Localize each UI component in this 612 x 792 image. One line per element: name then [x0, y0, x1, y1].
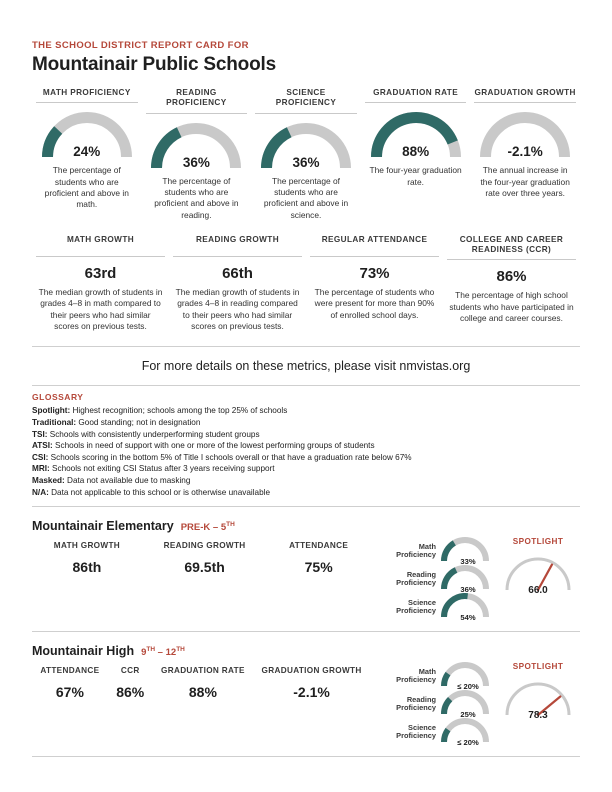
- proficiency-row: [380, 593, 496, 621]
- proficiency-gauge: [440, 718, 496, 746]
- school-stats: [32, 660, 380, 699]
- glossary: [32, 385, 580, 507]
- district-metric: [32, 88, 142, 221]
- proficiency-label: Science Proficiency: [396, 722, 436, 741]
- glossary-term: N/A:: [32, 487, 49, 497]
- designation-label: SPOTLIGHT: [512, 537, 564, 547]
- gauge: [370, 111, 462, 161]
- glossary-item: [32, 417, 580, 429]
- district-metric: [470, 88, 580, 221]
- metric-description: The annual increase in the four-year graduation rate over three years.: [480, 165, 570, 198]
- school-grade-range: PRE-K – 5TH: [180, 521, 235, 534]
- proficiency-row: [380, 662, 496, 690]
- glossary-term: Masked:: [32, 476, 65, 486]
- district-metric: [169, 235, 306, 332]
- proficiency-value: ≤ 20%: [457, 682, 479, 692]
- school-stat: [34, 666, 105, 699]
- proficiency-row: [380, 537, 496, 565]
- metric-description: The median growth of students in grades 4–8 in reading compared to their peers who had similar scores on previous tests.: [175, 286, 300, 331]
- proficiency-value: 25%: [460, 710, 476, 720]
- district-metric: [251, 88, 361, 221]
- metric-value: 73%: [359, 264, 390, 282]
- metric-label: COLLEGE AND CAREER READINESS (CCR): [447, 235, 576, 261]
- stat-value: 86%: [116, 683, 145, 700]
- proficiency-value: 36%: [460, 585, 476, 595]
- score-dial: [503, 552, 573, 598]
- school-body: [32, 535, 580, 621]
- school-name: Mountainair Elementary: [32, 519, 174, 534]
- proficiency-value: 54%: [460, 613, 476, 623]
- district-metric: [32, 235, 169, 332]
- school-grade-range: 9TH – 12TH: [141, 646, 185, 659]
- district-metric: [306, 235, 443, 332]
- stat-label: ATTENDANCE: [289, 541, 349, 551]
- glossary-definition: Data not available due to masking: [64, 476, 191, 486]
- score-dial: [503, 677, 573, 723]
- metric-label: READING PROFICIENCY: [146, 88, 248, 114]
- glossary-item: [32, 405, 580, 417]
- school-stat: [158, 541, 252, 574]
- stat-value: 69.5th: [184, 558, 225, 575]
- proficiency-label: Science Proficiency: [396, 597, 436, 616]
- proficiency-value: 33%: [460, 557, 476, 567]
- glossary-title: GLOSSARY: [32, 392, 84, 403]
- stat-label: ATTENDANCE: [40, 666, 100, 676]
- stat-value: 67%: [55, 683, 84, 700]
- metric-value: 24%: [73, 144, 101, 160]
- metric-label: MATH GROWTH: [36, 235, 165, 257]
- school-list: [32, 507, 580, 757]
- district-secondary-metrics: [32, 235, 580, 332]
- glossary-item: [32, 475, 580, 487]
- proficiency-gauge: [440, 565, 496, 593]
- school-designation: [496, 535, 580, 598]
- metric-label: GRADUATION RATE: [365, 88, 467, 103]
- metric-description: The percentage of students who are proficient and above in reading.: [154, 175, 239, 220]
- glossary-term: TSI:: [32, 429, 48, 439]
- metric-description: The percentage of high school students who have participated in college and career courses.: [449, 290, 574, 324]
- designation-label: SPOTLIGHT: [512, 662, 564, 672]
- proficiency-gauge: [440, 690, 496, 718]
- gauge: [41, 111, 133, 161]
- page-title: Mountainair Public Schools: [32, 54, 276, 75]
- metric-description: The median growth of students in grades 4–8 in math compared to their peers who had similar scores on previous tests.: [38, 286, 163, 331]
- district-metric: [361, 88, 471, 221]
- school-block: [32, 632, 580, 757]
- stat-value: 75%: [304, 558, 333, 575]
- glossary-definition: Highest recognition; schools among the top 25% of schools: [70, 406, 288, 416]
- district-metric: [443, 235, 580, 332]
- glossary-list: [32, 405, 580, 498]
- proficiency-label: Math Proficiency: [396, 666, 436, 685]
- glossary-term: CSI:: [32, 452, 49, 462]
- glossary-item: [32, 440, 580, 452]
- metric-description: The percentage of students who are proficient and above in math.: [44, 165, 129, 210]
- glossary-definition: Schools in need of support with one or more of the lowest performing groups of students: [52, 441, 375, 451]
- glossary-definition: Schools scoring in the bottom 5% of Title I schools overall or that have a graduation rate below 67%: [48, 452, 412, 462]
- proficiency-row: [380, 690, 496, 718]
- school-proficiency: [380, 535, 496, 621]
- metric-label: READING GROWTH: [173, 235, 302, 257]
- proficiency-value: ≤ 20%: [457, 738, 479, 748]
- school-designation: [496, 660, 580, 723]
- proficiency-row: [380, 565, 496, 593]
- proficiency-label: Reading Proficiency: [396, 569, 436, 588]
- school-header: [32, 644, 580, 658]
- gauge: [479, 111, 571, 161]
- details-line: For more details on these metrics, please visit nmvistas.org: [141, 359, 471, 374]
- glossary-definition: Schools with consistently underperforming student groups: [47, 429, 260, 439]
- metric-description: The four-year graduation rate.: [369, 165, 462, 187]
- metric-description: The percentage of students who were present for more than 90% of enrolled school days.: [314, 286, 435, 320]
- metric-label: GRADUATION GROWTH: [474, 88, 576, 103]
- metric-description: The percentage of students who are proficient and above in science.: [263, 175, 349, 220]
- metric-value: 88%: [402, 144, 430, 160]
- glossary-term: ATSI:: [32, 441, 53, 451]
- glossary-definition: Good standing; not in designation: [76, 417, 201, 427]
- metric-value: 36%: [292, 154, 320, 170]
- stat-label: CCR: [120, 666, 140, 676]
- school-block: [32, 507, 580, 632]
- proficiency-label: Math Proficiency: [396, 541, 436, 560]
- school-name: Mountainair High: [32, 644, 135, 659]
- school-stat: [283, 541, 354, 574]
- district-gauge-metrics: [32, 88, 580, 221]
- metric-value: 63rd: [84, 264, 117, 282]
- glossary-term: Traditional:: [32, 417, 77, 427]
- metric-value: 86%: [496, 268, 527, 286]
- stat-label: MATH GROWTH: [53, 541, 121, 551]
- school-proficiency: [380, 660, 496, 746]
- glossary-item: [32, 487, 580, 499]
- stat-value: 86th: [72, 558, 102, 575]
- proficiency-row: [380, 718, 496, 746]
- school-stats: [32, 535, 380, 574]
- school-stat: [256, 666, 368, 699]
- gauge: [260, 122, 352, 172]
- score-value: 78.3: [528, 710, 548, 722]
- stat-label: READING GROWTH: [163, 541, 246, 551]
- metric-label: REGULAR ATTENDANCE: [310, 235, 439, 257]
- stat-value: -2.1%: [293, 683, 330, 700]
- glossary-item: [32, 452, 580, 464]
- school-stat: [155, 666, 251, 699]
- school-body: [32, 660, 580, 746]
- gauge: [150, 122, 242, 172]
- proficiency-gauge: [440, 593, 496, 621]
- proficiency-gauge: [440, 662, 496, 690]
- score-value: 66.0: [528, 585, 548, 597]
- glossary-definition: Schools not exiting CSI Status after 3 years receiving support: [49, 464, 275, 474]
- school-stat: [48, 541, 126, 574]
- glossary-definition: Data not applicable to this school or is otherwise unavailable: [48, 487, 271, 497]
- glossary-item: [32, 463, 580, 475]
- metric-value: 36%: [182, 154, 210, 170]
- metric-value: -2.1%: [507, 144, 543, 160]
- metric-label: MATH PROFICIENCY: [36, 88, 138, 103]
- stat-label: GRADUATION GROWTH: [261, 666, 362, 676]
- metric-label: SCIENCE PROFICIENCY: [255, 88, 357, 114]
- metric-value: 66th: [222, 264, 253, 282]
- eyebrow-text: THE SCHOOL DISTRICT REPORT CARD FOR: [32, 40, 249, 51]
- glossary-term: Spotlight:: [32, 406, 71, 416]
- school-stat: [110, 666, 150, 699]
- proficiency-label: Reading Proficiency: [396, 694, 436, 713]
- proficiency-gauge: [440, 537, 496, 565]
- stat-label: GRADUATION RATE: [161, 666, 245, 676]
- stat-value: 88%: [188, 683, 217, 700]
- glossary-item: [32, 429, 580, 441]
- school-header: [32, 519, 580, 533]
- district-metric: [142, 88, 252, 221]
- glossary-term: MRI:: [32, 464, 50, 474]
